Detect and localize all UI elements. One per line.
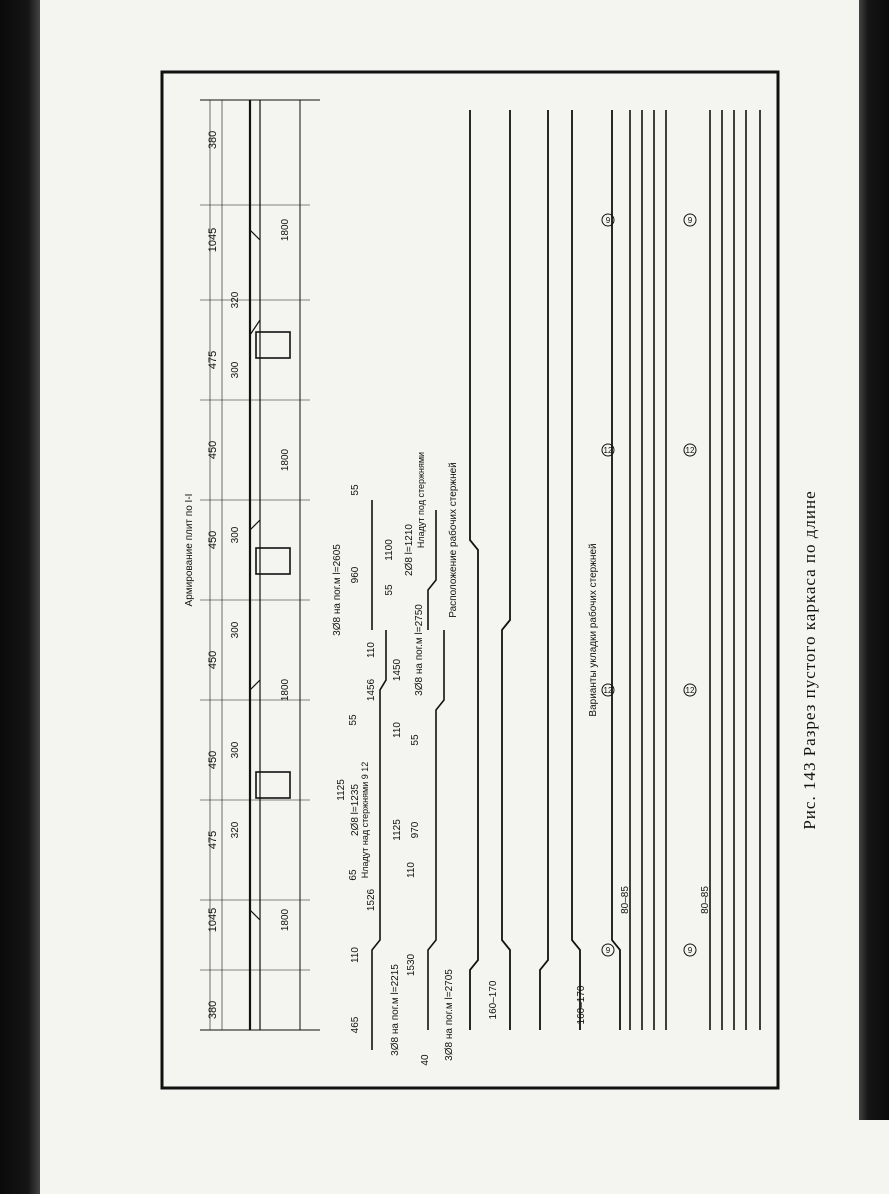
plan-span: 1045 — [207, 227, 219, 253]
svg-text:9: 9 — [687, 216, 693, 225]
bar-markers — [602, 214, 696, 956]
plan-inner: 320 — [230, 821, 241, 839]
svg-text:Нладут под стержнями: Нладут под стержнями — [416, 451, 426, 549]
plan-length: 1800 — [280, 218, 291, 242]
caption-area — [790, 380, 830, 940]
plan-inner: 300 — [230, 526, 241, 544]
svg-text:9: 9 — [605, 216, 611, 225]
svg-text:970: 970 — [410, 821, 421, 839]
figure-caption: Рис. 143 Разрез пустого каркаса по длине — [800, 490, 819, 830]
plan-span: 450 — [207, 650, 219, 670]
technical-drawing — [160, 70, 780, 1090]
arrangement-title: Расположение рабочих стержней — [448, 462, 459, 618]
plan-span: 475 — [207, 830, 219, 850]
plan-span: 450 — [207, 750, 219, 770]
svg-text:2Ø8 l=1210: 2Ø8 l=1210 — [404, 524, 415, 576]
marker-labels — [604, 216, 695, 955]
svg-text:55: 55 — [348, 714, 359, 726]
svg-text:80–85: 80–85 — [700, 886, 711, 914]
svg-text:55: 55 — [350, 484, 361, 496]
svg-text:55: 55 — [384, 584, 395, 596]
svg-text:3Ø8 на пог.м l=2705: 3Ø8 на пог.м l=2705 — [444, 969, 455, 1061]
svg-text:80–85: 80–85 — [620, 886, 631, 914]
plan-inner: 300 — [230, 621, 241, 639]
svg-text:960: 960 — [350, 566, 361, 584]
plan-length: 1800 — [280, 448, 291, 472]
svg-text:9: 9 — [605, 946, 611, 955]
svg-text:160–170: 160–170 — [488, 980, 499, 1020]
svg-text:1125: 1125 — [336, 779, 347, 801]
svg-text:1125: 1125 — [392, 819, 403, 841]
svg-text:110: 110 — [392, 722, 403, 738]
svg-text:110: 110 — [350, 947, 361, 963]
svg-text:40: 40 — [420, 1054, 431, 1066]
svg-text:3Ø8 на пог.м l=2605: 3Ø8 на пог.м l=2605 — [332, 544, 343, 636]
plan-span: 475 — [207, 350, 219, 370]
plan-span: 380 — [207, 130, 219, 150]
plan-span: 1045 — [207, 907, 219, 933]
plan-span: 380 — [207, 1000, 219, 1020]
plan-length: 1800 — [280, 908, 291, 932]
svg-text:Нладут над стержнями 9 12: Нладут над стержнями 9 12 — [360, 761, 370, 879]
scan-edge-right — [859, 0, 889, 1194]
plan-inner: 300 — [230, 361, 241, 379]
plan-inner: 320 — [230, 291, 241, 309]
svg-text:12: 12 — [685, 446, 695, 455]
svg-text:3Ø8 на пог.м l=2750: 3Ø8 на пог.м l=2750 — [414, 604, 425, 696]
svg-text:1456: 1456 — [366, 678, 377, 702]
svg-text:55: 55 — [410, 734, 421, 746]
svg-text:12: 12 — [603, 686, 613, 695]
plan-length: 1800 — [280, 678, 291, 702]
plan-title: Армирование плит по I-I — [184, 493, 195, 607]
svg-text:12: 12 — [603, 446, 613, 455]
plan-span: 450 — [207, 440, 219, 460]
svg-text:2Ø8 l=1235: 2Ø8 l=1235 — [350, 784, 361, 836]
svg-text:465: 465 — [350, 1016, 361, 1034]
plan-labels — [184, 131, 291, 1019]
svg-text:65: 65 — [348, 869, 359, 881]
plan-span: 450 — [207, 530, 219, 550]
arrangement-dims — [488, 980, 587, 1024]
svg-text:110: 110 — [406, 862, 417, 878]
plan-inner: 300 — [230, 741, 241, 759]
svg-text:1526: 1526 — [366, 888, 377, 912]
svg-text:9: 9 — [687, 946, 693, 955]
variants-title: Варианты укладки рабочих стержней — [588, 543, 599, 717]
svg-text:12: 12 — [685, 686, 695, 695]
svg-text:160–170: 160–170 — [576, 985, 587, 1025]
scan-edge-left — [0, 0, 40, 1194]
svg-text:1100: 1100 — [384, 539, 395, 561]
svg-text:1530: 1530 — [406, 953, 417, 977]
svg-text:1450: 1450 — [392, 658, 403, 682]
variant-lines — [630, 110, 760, 1030]
svg-text:3Ø8 на пог.м l=2215: 3Ø8 на пог.м l=2215 — [390, 964, 401, 1056]
svg-text:110: 110 — [366, 642, 377, 658]
